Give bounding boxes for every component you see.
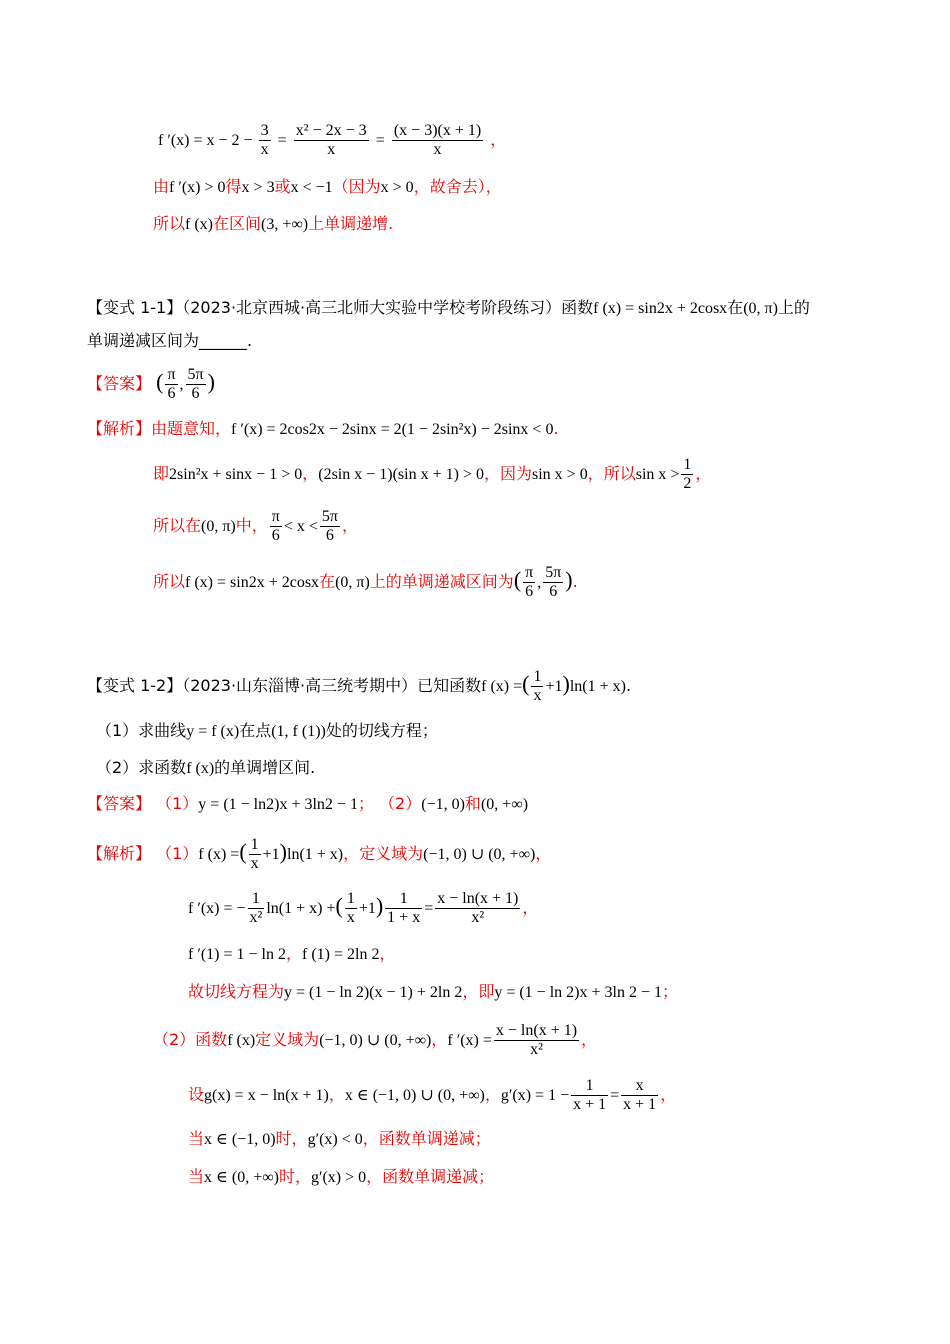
deriv-lhs: f ′(x) = x − 2 − bbox=[158, 132, 257, 149]
question-2: （2）求函数f (x)的单调增区间. bbox=[96, 758, 316, 777]
case-1-line: 当x ∈ (−1, 0)时，g′(x) < 0，函数单调递减； bbox=[188, 1129, 491, 1148]
analysis-label: 【解析】 bbox=[87, 419, 152, 438]
part-2-line: （2）函数f (x)定义域为(−1, 0) ∪ (0, +∞)，f ′(x) = $\frac{x - \ln(x + 1)}{\text{x²}}$ ， bbox=[153, 1022, 598, 1058]
fraction: $\frac{\pi}{6}$ bbox=[525, 564, 534, 600]
fraction: $\frac{x - \ln(x + 1)}{\text{x²}}$ bbox=[437, 890, 519, 926]
fraction: $\frac{1}{x}$ bbox=[250, 836, 259, 872]
values-line: f ′(1) = 1 − ln 2，f (1) = 2ln 2， bbox=[188, 944, 396, 963]
fraction: $\frac{1}{1 + x}$ bbox=[387, 890, 421, 926]
fraction: $\frac{\text{x² − 2x − 3}}{x}$ bbox=[295, 122, 367, 158]
fraction: $\frac{1}{x + 1}$ bbox=[573, 1077, 607, 1113]
tangent-line: 故切线方程为y = (1 − ln 2)(x − 1) + 2ln 2，即y = (1 − ln 2)x + 3ln 2 − 1； bbox=[188, 982, 678, 1001]
fraction: $\frac{x}{x + 1}$ bbox=[623, 1077, 657, 1113]
variant-label: 【变式 1-1】 bbox=[87, 298, 183, 317]
fraction: $\frac{\pi}{6}$ bbox=[271, 508, 280, 544]
fraction: $\frac{1}{\text{x²}}$ bbox=[249, 890, 263, 926]
fraction: $\frac{5\pi}{6}$ bbox=[321, 508, 338, 544]
fraction: $\frac{\pi}{6}$ bbox=[167, 366, 176, 402]
variant-1-2-answer: 【答案】 （1）y = (1 − ln2)x + 3ln2 − 1； （2）(−1, 0)和(0, +∞) bbox=[87, 794, 529, 813]
case-2-line: 当x ∈ (0, +∞)时，g′(x) > 0，函数单调递减； bbox=[188, 1167, 495, 1186]
increase-conclusion-line: 所以f (x)在区间(3, +∞)上单调递增. bbox=[153, 214, 394, 233]
fraction: $\frac{(x - 3)(x + 1)}{x}$ bbox=[393, 122, 482, 158]
variant-1-1-answer: 【答案】 ( $\frac{\pi}{6}$ , $\frac{5\pi}{6}$ ) bbox=[87, 366, 215, 402]
fraction: $\frac{3}{x}$ bbox=[260, 122, 269, 158]
answer-label: 【答案】 bbox=[87, 374, 152, 393]
variant-1-1-title: 【变式 1-1】（2023·北京西城·高三北师大实验中学校考阶段练习）函数f (x) = sin2x + 2cosx在(0, π)上的 bbox=[87, 298, 810, 317]
analysis-step-2: 即2sin²x + sinx − 1 > 0，(2sin x − 1)(sin x + 1) > 0，因为sin x > 0，所以sin x > $\frac{1}{2}$ ， bbox=[153, 456, 712, 492]
variant-1-2-title: 【变式 1-2】（2023·山东淄博·高三统考期中）已知函数f (x) =( $\frac{1}{x}$ +1)ln(1 + x). bbox=[87, 668, 632, 704]
fraction: $\frac{1}{x}$ bbox=[533, 668, 542, 704]
variant-label: 【变式 1-2】 bbox=[87, 676, 183, 695]
increase-condition-line: 由f ′(x) > 0得x > 3或x < −1（因为x > 0，故舍去）， bbox=[153, 177, 502, 196]
question-1: （1）求曲线y = f (x)在点(1, f (1))处的切线方程； bbox=[96, 721, 438, 740]
fraction: $\frac{5\pi}{6}$ bbox=[187, 366, 204, 402]
variant-1-1-question: 单调递减区间为______. bbox=[87, 331, 253, 350]
analysis-conclusion: 所以f (x) = sin2x + 2cosx在(0, π)上的单调递减区间为( $\frac{\pi}{6}$ , $\frac{5\pi}{6}$ ). bbox=[153, 564, 578, 600]
derivative-line: f ′(x) = − $\frac{1}{\text{x²}}$ ln(1 + x) +( $\frac{1}{x}$ +1) $\frac{1}{1 + x}$ = $\frac{x - \ln(x + 1)}{\text{x²}}$ ， bbox=[188, 890, 539, 926]
answer-label: 【答案】 bbox=[87, 794, 152, 813]
variant-1-2-analysis-1: 【解析】 （1）f (x) =( $\frac{1}{x}$ +1)ln(1 + x)，定义域为(−1, 0) ∪ (0, +∞)， bbox=[87, 836, 552, 872]
analysis-step-3: 所以在(0, π)中， $\frac{\pi}{6}$ < x < $\frac{5\pi}{6}$ ， bbox=[153, 508, 358, 544]
g-definition-line: 设g(x) = x − ln(x + 1)，x ∈ (−1, 0) ∪ (0, +∞)，g′(x) = 1 − $\frac{1}{x + 1}$ = $\frac{x}{x + 1}$ ， bbox=[188, 1077, 677, 1113]
variant-1-1-analysis: 【解析】由题意知，f ′(x) = 2cos2x − 2sinx = 2(1 − 2sin²x) − 2sinx < 0. bbox=[87, 419, 559, 438]
fraction: $\frac{1}{x}$ bbox=[346, 890, 355, 926]
analysis-label: 【解析】 bbox=[87, 844, 152, 863]
fraction: $\frac{5\pi}{6}$ bbox=[545, 564, 562, 600]
fraction: $\frac{1}{2}$ bbox=[683, 456, 692, 492]
fraction: $\frac{x - \ln(x + 1)}{\text{x²}}$ bbox=[495, 1022, 578, 1058]
deriv-line: f ′(x) = x − 2 − $\frac{3}{x}$ = $\frac{\text{x² − 2x − 3}}{x}$ = $\frac{(x - 3)(x + 1)}{x}$ ， bbox=[158, 122, 507, 158]
